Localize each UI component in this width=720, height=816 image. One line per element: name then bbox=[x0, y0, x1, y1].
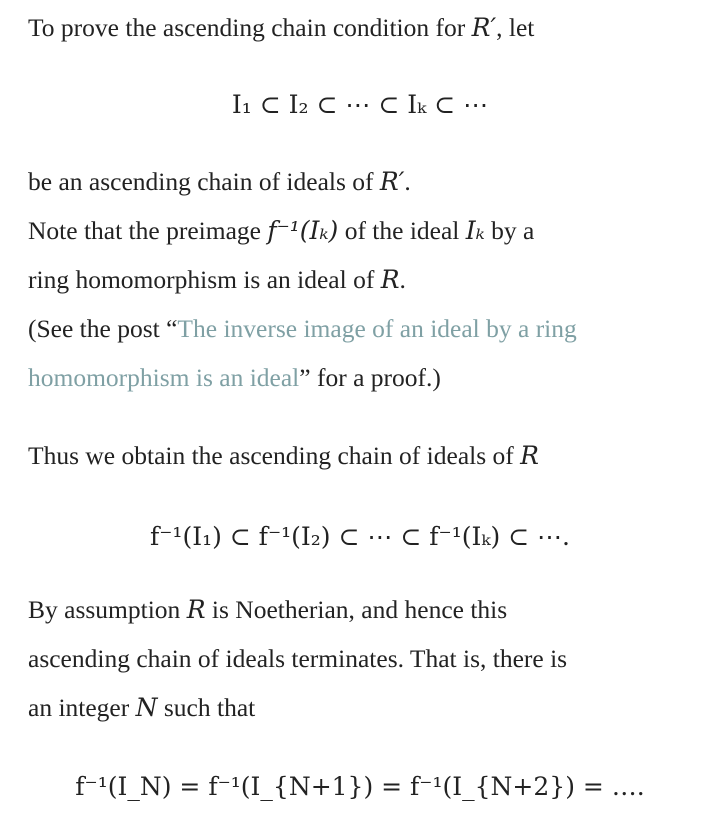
chain-tail: . bbox=[404, 167, 411, 196]
see-post-text: (See the post “ bbox=[28, 314, 178, 343]
paragraph-preimage-line bbox=[28, 215, 534, 247]
assumption-text: By assumption bbox=[28, 595, 187, 624]
terminates-text: ascending chain of ideals terminates. That is, there is bbox=[28, 644, 568, 673]
paragraph-homomorphism-line bbox=[28, 264, 406, 296]
post-link-part-2[interactable]: homomorphism is an ideal bbox=[28, 363, 300, 392]
math-r: R bbox=[380, 265, 400, 294]
homomorphism-text: ring homomorphism is an ideal of bbox=[28, 265, 381, 294]
paragraph-intro-line bbox=[28, 12, 534, 44]
paragraph-terminates-line bbox=[28, 643, 567, 675]
math-r-3: R bbox=[186, 595, 206, 624]
post-link-part-1[interactable]: The inverse image of an ideal by a ring bbox=[177, 314, 577, 343]
chain-text: be an ascending chain of ideals of bbox=[28, 167, 380, 196]
equation-preimage-chain: f⁻¹(I₁) ⊂ f⁻¹(I₂) ⊂ ⋯ ⊂ f⁻¹(Iₖ) ⊂ ⋯. bbox=[149, 522, 571, 551]
homomorphism-tail: . bbox=[399, 265, 406, 294]
paragraph-chain-line-1 bbox=[28, 166, 411, 198]
math-r-2: R bbox=[520, 441, 539, 470]
math-preimage: f⁻¹(Iₖ) bbox=[267, 216, 339, 245]
integer-tail: such that bbox=[157, 693, 256, 722]
equation-ideal-chain: I₁ ⊂ I₂ ⊂ ⋯ ⊂ Iₖ ⊂ ⋯ bbox=[231, 90, 489, 119]
assumption-tail: is Noetherian, and hence this bbox=[205, 595, 508, 624]
equation-stabilization: f⁻¹(I_N) = f⁻¹(I_{N+1}) = f⁻¹(I_{N+2}) = …. bbox=[75, 772, 645, 801]
math-ik: Iₖ bbox=[465, 216, 485, 245]
thus-text: Thus we obtain the ascending chain of ideals of bbox=[28, 441, 521, 470]
paragraph-integer-line bbox=[28, 692, 255, 724]
see-post-tail: ” for a proof.) bbox=[299, 363, 441, 392]
intro-text: To prove the ascending chain condition for bbox=[28, 13, 472, 42]
paragraph-see-post-line-2 bbox=[28, 362, 441, 394]
paragraph-thus-line bbox=[28, 440, 539, 472]
math-n: N bbox=[135, 693, 158, 722]
paragraph-assumption-line bbox=[28, 594, 507, 626]
paragraph-see-post-line bbox=[28, 313, 577, 345]
preimage-mid: of the ideal bbox=[338, 216, 466, 245]
intro-tail: , let bbox=[496, 13, 535, 42]
integer-text: an integer bbox=[28, 693, 136, 722]
math-r-prime-2: R′ bbox=[379, 167, 405, 196]
math-r-prime: R′ bbox=[471, 13, 497, 42]
preimage-tail: by a bbox=[484, 216, 535, 245]
preimage-text: Note that the preimage bbox=[28, 216, 268, 245]
